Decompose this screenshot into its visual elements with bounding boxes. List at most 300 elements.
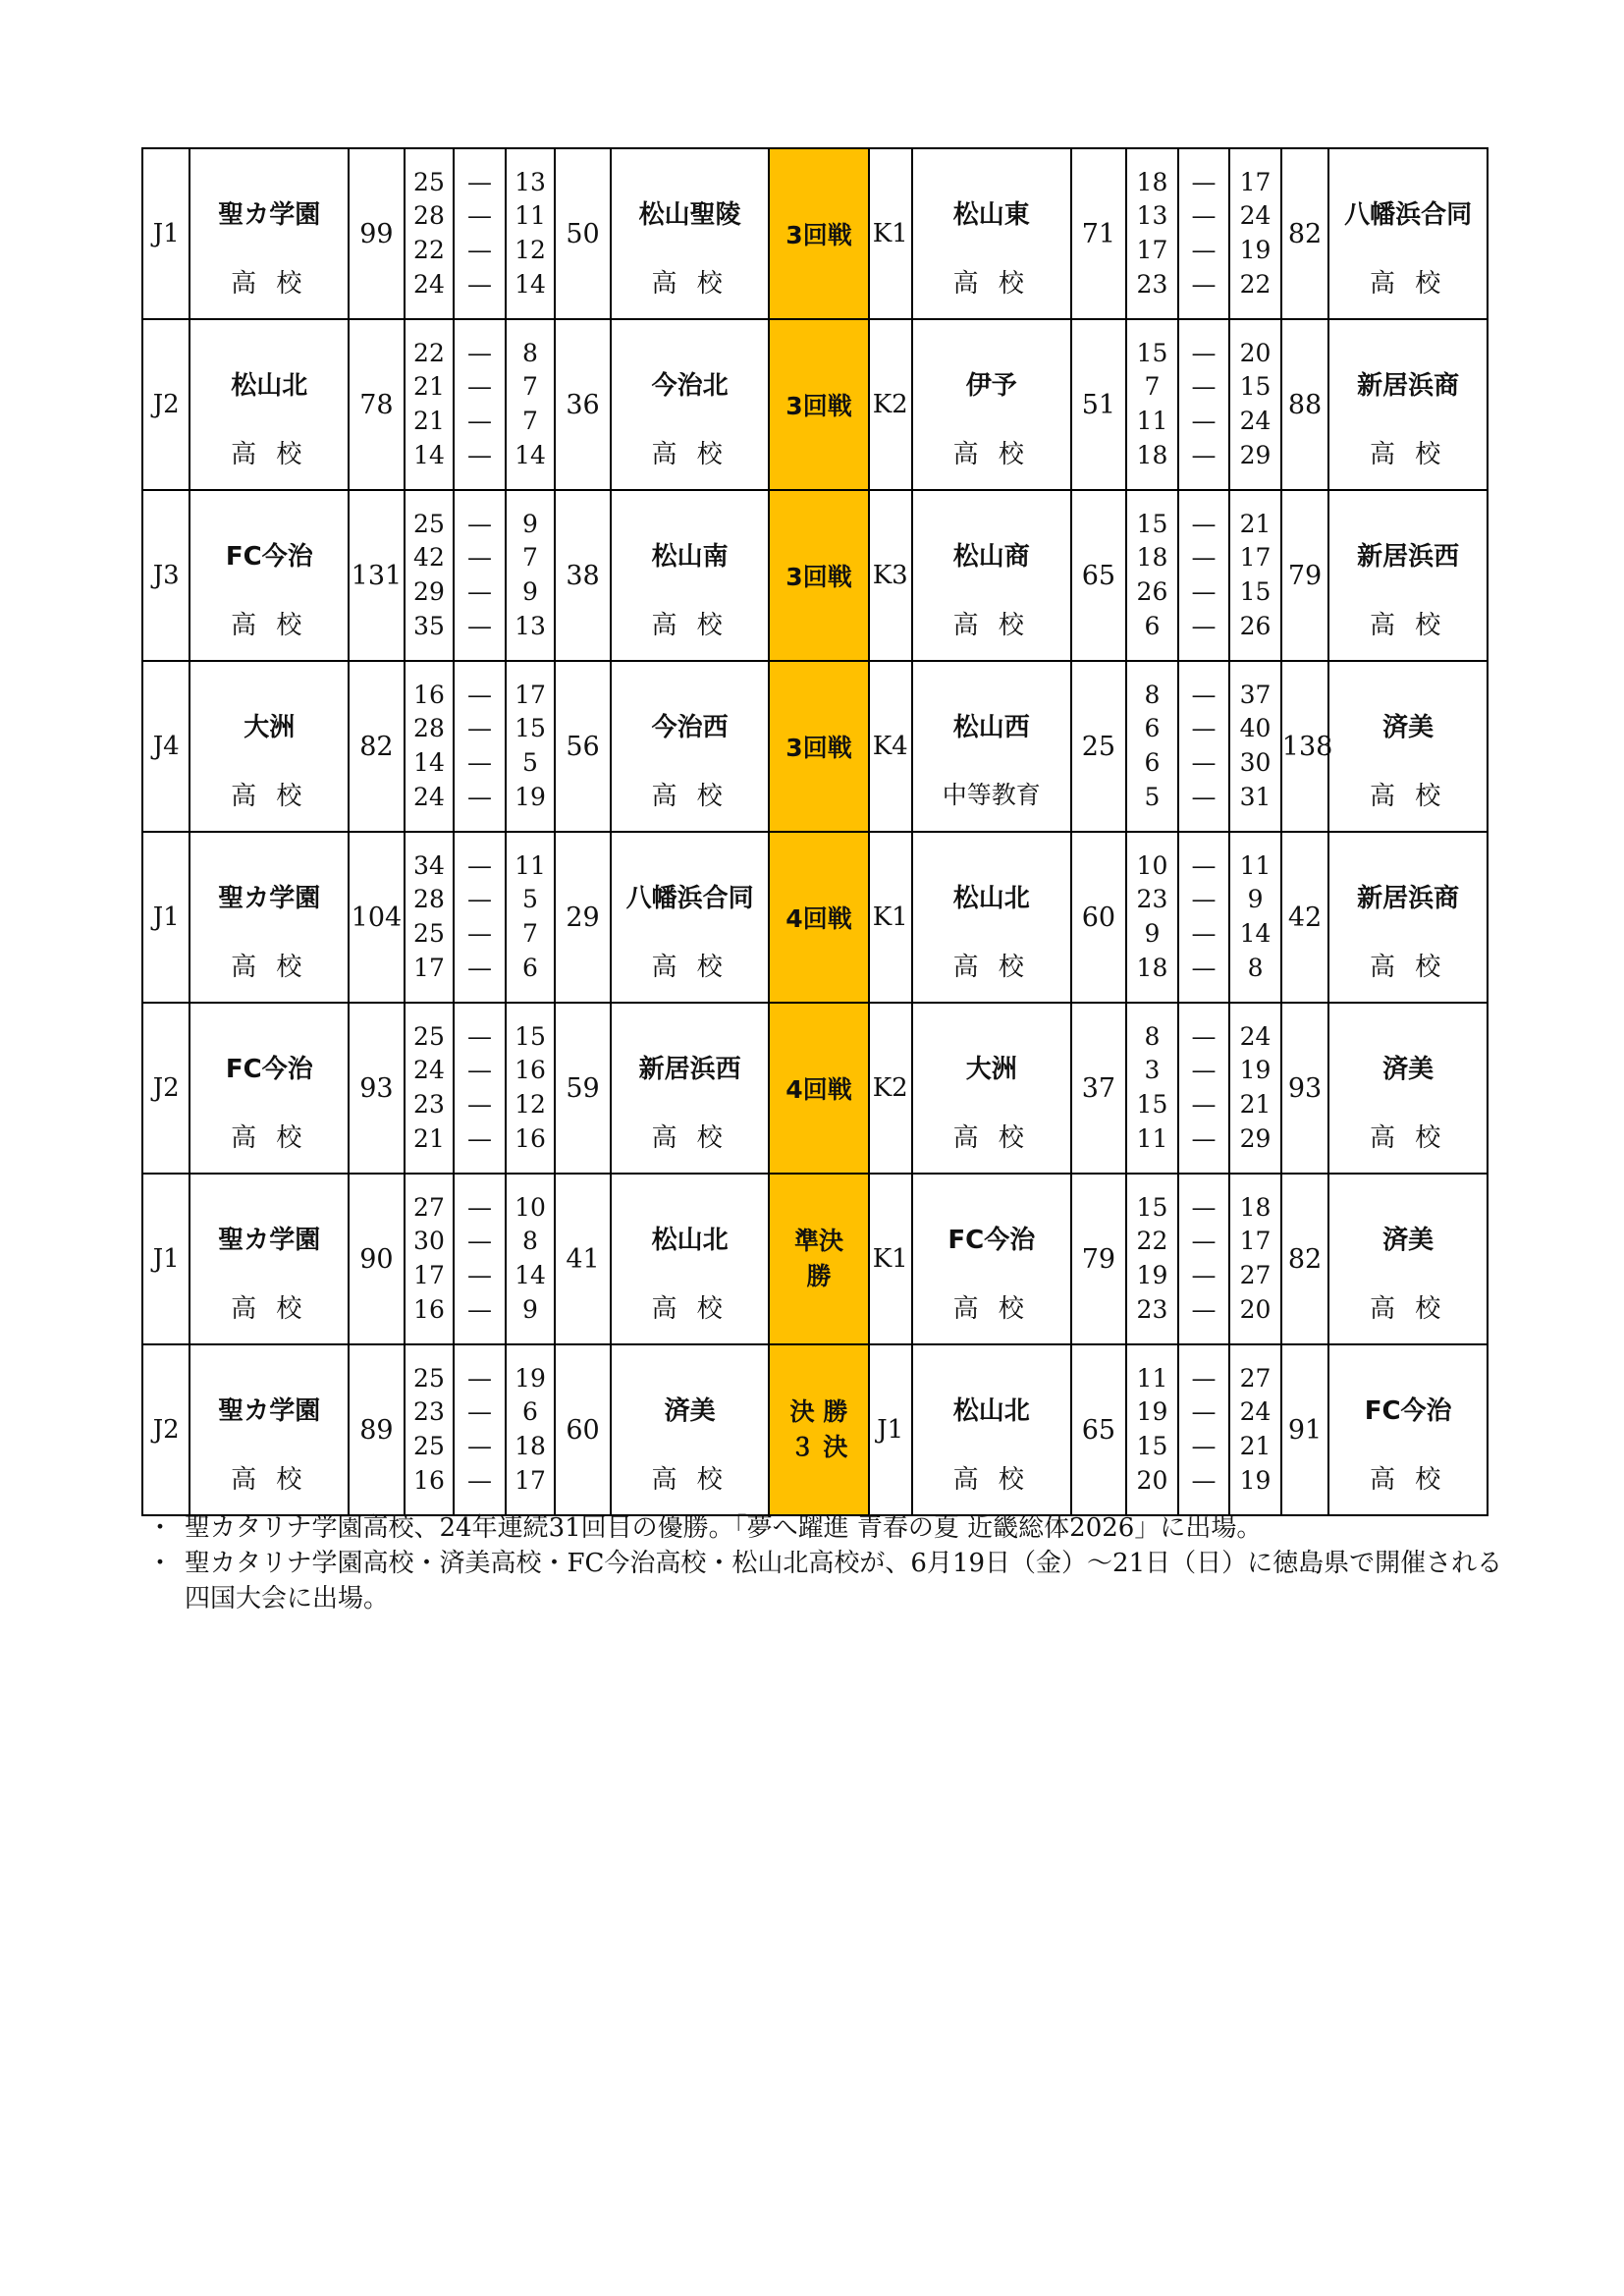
set-separator: — <box>1191 1056 1217 1085</box>
court-left <box>142 1174 189 1344</box>
team-right-box <box>913 491 1070 660</box>
set-score: 12 <box>514 236 546 264</box>
total-left <box>349 1003 405 1174</box>
set-separator: — <box>466 850 492 880</box>
sets-far <box>1229 319 1281 490</box>
team-far <box>1328 661 1488 832</box>
total-far <box>1281 1174 1328 1344</box>
total-score: 82 <box>1287 218 1323 249</box>
school-name: FC今治 <box>225 1055 313 1084</box>
set-score: 17 <box>1136 236 1168 264</box>
note-bullet: ・ <box>147 1549 174 1578</box>
set-separator: — <box>466 1056 492 1085</box>
set-separator: — <box>466 1123 492 1153</box>
court-right <box>869 1174 912 1344</box>
team-far-box <box>1329 662 1487 831</box>
team-mid-box <box>612 833 769 1002</box>
school-name: 聖カ学園 <box>218 1226 321 1255</box>
school-type: 高 校 <box>231 269 308 299</box>
team-right <box>912 661 1071 832</box>
court-label: J1 <box>877 1415 904 1445</box>
school-name: 松山北 <box>651 1226 729 1255</box>
set-score: 10 <box>1136 850 1168 880</box>
team-right-box <box>913 1345 1070 1514</box>
set-score: 29 <box>1239 440 1272 469</box>
total-left <box>349 148 405 319</box>
set-score: 21 <box>413 407 445 435</box>
sets-mid <box>506 1344 556 1515</box>
sets-left <box>405 319 455 490</box>
school-name: 済美 <box>1382 1055 1435 1084</box>
match-row <box>142 661 1488 832</box>
team-right <box>912 1174 1071 1344</box>
team-right-box <box>913 320 1070 489</box>
set-separator: — <box>1191 680 1217 709</box>
school-name: 伊予 <box>965 371 1017 401</box>
set-separator: — <box>1191 1465 1217 1495</box>
sets-left <box>405 1344 455 1515</box>
team-far <box>1328 1003 1488 1174</box>
set-score: 9 <box>1144 919 1161 948</box>
team-mid <box>611 832 770 1003</box>
set-separator: — <box>466 1363 492 1393</box>
school-type: 高 校 <box>651 1465 729 1495</box>
team-left <box>189 319 349 490</box>
set-score: 23 <box>1136 1294 1168 1324</box>
set-score: 28 <box>413 201 445 231</box>
round-text: 4回戦 <box>785 904 852 933</box>
total-mid <box>555 1003 611 1174</box>
set-separator: — <box>1191 201 1217 231</box>
court-right <box>869 319 912 490</box>
court-label: J2 <box>152 1073 180 1103</box>
court-label: J3 <box>152 561 180 590</box>
team-far <box>1328 319 1488 490</box>
total-score: 29 <box>566 902 600 933</box>
set-separator: — <box>1191 1397 1217 1427</box>
school-name: 松山聖陵 <box>638 200 741 230</box>
total-far <box>1281 490 1328 661</box>
set-separator: — <box>1191 953 1217 982</box>
court-label: K2 <box>872 390 908 419</box>
team-mid <box>611 1344 770 1515</box>
set-score: 24 <box>1239 1397 1272 1427</box>
sets-far <box>1229 490 1281 661</box>
set-score: 18 <box>1136 440 1168 469</box>
team-mid <box>611 1174 770 1344</box>
set-score: 22 <box>1136 1227 1168 1256</box>
set-score: 21 <box>1239 1432 1272 1460</box>
set-separator: — <box>466 338 492 367</box>
school-type: 高 校 <box>231 953 308 982</box>
round-text: 4回戦 <box>785 1075 852 1104</box>
set-score: 11 <box>514 201 546 231</box>
set-score: 14 <box>514 440 546 469</box>
court-right <box>869 661 912 832</box>
team-mid <box>611 148 770 319</box>
total-score: 65 <box>1081 1414 1116 1446</box>
set-score: 18 <box>514 1432 546 1460</box>
set-score: 20 <box>1239 338 1272 367</box>
sets-right <box>1126 319 1178 490</box>
sets-far <box>1229 832 1281 1003</box>
set-score: 15 <box>514 1021 546 1051</box>
set-score: 11 <box>514 850 546 880</box>
set-score: 23 <box>1136 269 1168 299</box>
set-score: 7 <box>522 543 538 573</box>
set-score: 23 <box>1136 885 1168 914</box>
team-mid-box <box>612 1345 769 1514</box>
total-left <box>349 832 405 1003</box>
set-score: 7 <box>522 407 538 435</box>
sets-far <box>1229 661 1281 832</box>
set-separator: — <box>1191 885 1217 914</box>
set-score: 34 <box>413 850 445 880</box>
school-type: 高 校 <box>651 953 729 982</box>
round-label <box>769 1174 868 1344</box>
school-name: 聖カ学園 <box>218 200 321 230</box>
total-score: 82 <box>359 731 394 762</box>
total-mid <box>555 490 611 661</box>
school-type: 高 校 <box>952 611 1030 640</box>
set-score: 18 <box>1136 167 1168 196</box>
set-score: 19 <box>1239 1056 1272 1085</box>
sets-left <box>405 1174 455 1344</box>
set-separator: — <box>466 953 492 982</box>
set-separator: — <box>466 1261 492 1289</box>
school-type: 高 校 <box>1370 269 1447 299</box>
school-name: 新居浜西 <box>638 1055 741 1084</box>
school-name: 今治西 <box>651 713 729 742</box>
set-separator: — <box>466 714 492 743</box>
team-left-box <box>190 833 348 1002</box>
team-right-box <box>913 149 1070 318</box>
sets-mid <box>506 832 556 1003</box>
team-mid-box <box>612 1004 769 1173</box>
set-score: 13 <box>1136 201 1168 231</box>
total-score: 41 <box>566 1243 600 1275</box>
court-left <box>142 490 189 661</box>
set-score: 13 <box>514 611 546 640</box>
total-far <box>1281 832 1328 1003</box>
set-separator: — <box>1191 1021 1217 1051</box>
set-score: 15 <box>1136 1090 1168 1119</box>
set-score: 15 <box>1239 372 1272 402</box>
set-separator: — <box>466 1192 492 1222</box>
set-score: 6 <box>1144 611 1161 640</box>
set-score: 28 <box>413 714 445 743</box>
school-type: 高 校 <box>952 1294 1030 1324</box>
set-separator: — <box>466 1090 492 1119</box>
set-score: 19 <box>514 1363 546 1393</box>
set-separator: — <box>466 1227 492 1256</box>
total-far <box>1281 319 1328 490</box>
set-score: 25 <box>413 509 445 538</box>
match-row <box>142 1003 1488 1174</box>
total-score: 42 <box>1287 902 1323 933</box>
team-left <box>189 1344 349 1515</box>
set-score: 40 <box>1239 714 1272 743</box>
court-label: K1 <box>872 902 908 932</box>
dash-right <box>1178 661 1230 832</box>
team-right-box <box>913 1004 1070 1173</box>
set-score: 20 <box>1239 1294 1272 1324</box>
dash-left <box>454 1003 506 1174</box>
team-far <box>1328 1174 1488 1344</box>
total-score: 90 <box>359 1243 394 1275</box>
set-score: 11 <box>1136 407 1168 435</box>
total-score: 99 <box>359 218 394 249</box>
set-separator: — <box>466 1397 492 1427</box>
set-score: 14 <box>1239 919 1272 948</box>
dash-left <box>454 319 506 490</box>
match-row <box>142 490 1488 661</box>
match-row <box>142 148 1488 319</box>
school-name: 新居浜商 <box>1357 884 1460 913</box>
set-score: 15 <box>1136 509 1168 538</box>
set-score: 17 <box>1239 543 1272 573</box>
team-left-box <box>190 1175 348 1343</box>
set-score: 23 <box>413 1090 445 1119</box>
sets-right <box>1126 1003 1178 1174</box>
set-separator: — <box>466 782 492 811</box>
set-score: 12 <box>514 1090 546 1119</box>
set-score: 24 <box>413 782 445 811</box>
set-score: 17 <box>1239 167 1272 196</box>
set-score: 24 <box>1239 1021 1272 1051</box>
school-name: 松山西 <box>952 713 1030 742</box>
school-name: 松山商 <box>952 542 1030 572</box>
team-right <box>912 832 1071 1003</box>
set-score: 29 <box>1239 1123 1272 1153</box>
sets-mid <box>506 148 556 319</box>
set-score: 7 <box>522 919 538 948</box>
team-far-box <box>1329 1175 1487 1343</box>
total-score: 50 <box>566 218 600 249</box>
total-score: 38 <box>566 560 600 591</box>
dash-right <box>1178 832 1230 1003</box>
set-separator: — <box>466 1021 492 1051</box>
set-score: 22 <box>413 236 445 264</box>
team-right <box>912 319 1071 490</box>
set-score: 35 <box>413 611 445 640</box>
set-score: 15 <box>1136 338 1168 367</box>
total-right <box>1071 1003 1127 1174</box>
total-score: 65 <box>1081 560 1116 591</box>
total-right <box>1071 148 1127 319</box>
set-score: 29 <box>413 577 445 606</box>
set-score: 27 <box>1239 1363 1272 1393</box>
school-name: 松山東 <box>952 200 1030 230</box>
note-item <box>147 1546 1522 1616</box>
set-separator: — <box>1191 748 1217 777</box>
set-separator: — <box>466 269 492 299</box>
total-right <box>1071 661 1127 832</box>
set-score: 42 <box>413 543 445 573</box>
note-item <box>147 1510 1522 1546</box>
set-score: 17 <box>514 1465 546 1495</box>
round-label <box>769 832 868 1003</box>
total-score: 78 <box>359 389 394 420</box>
school-type: 高 校 <box>1370 440 1447 469</box>
court-label: J1 <box>152 219 180 248</box>
court-left <box>142 832 189 1003</box>
dash-left <box>454 490 506 661</box>
round-label <box>769 490 868 661</box>
court-left <box>142 661 189 832</box>
dash-right <box>1178 319 1230 490</box>
dash-left <box>454 661 506 832</box>
total-score: 25 <box>1081 731 1116 762</box>
round-label <box>769 148 868 319</box>
set-separator: — <box>1191 1432 1217 1460</box>
sets-right <box>1126 1344 1178 1515</box>
court-right <box>869 490 912 661</box>
school-name: 済美 <box>1382 713 1435 742</box>
total-mid <box>555 1344 611 1515</box>
team-far <box>1328 490 1488 661</box>
total-score: 60 <box>1081 902 1116 933</box>
dash-right <box>1178 148 1230 319</box>
school-name: 済美 <box>1382 1226 1435 1255</box>
school-name: 新居浜西 <box>1357 542 1460 572</box>
court-label: K1 <box>872 219 908 248</box>
total-score: 36 <box>566 389 600 420</box>
team-left-box <box>190 1004 348 1173</box>
set-score: 27 <box>413 1192 445 1222</box>
school-type: 高 校 <box>952 1123 1030 1153</box>
note-text: 聖カタリナ学園高校・済美高校・FC今治高校・松山北高校が、6月19日（金）～21日（日）に徳島県で開催される四国大会に出場。 <box>185 1549 1503 1613</box>
set-separator: — <box>1191 372 1217 402</box>
set-score: 20 <box>1136 1465 1168 1495</box>
set-separator: — <box>1191 509 1217 538</box>
set-score: 26 <box>1136 577 1168 606</box>
school-type: 高 校 <box>952 440 1030 469</box>
set-separator: — <box>1191 1363 1217 1393</box>
set-score: 14 <box>514 1261 546 1289</box>
set-score: 7 <box>1144 372 1161 402</box>
total-score: 79 <box>1287 560 1323 591</box>
team-right-box <box>913 833 1070 1002</box>
set-score: 16 <box>413 680 445 709</box>
court-label: J1 <box>152 1244 180 1274</box>
set-separator: — <box>466 440 492 469</box>
team-far-box <box>1329 491 1487 660</box>
set-separator: — <box>1191 919 1217 948</box>
set-score: 8 <box>1247 953 1264 982</box>
total-left <box>349 661 405 832</box>
set-score: 14 <box>413 440 445 469</box>
court-label: J2 <box>152 1415 180 1445</box>
set-score: 5 <box>522 885 538 914</box>
team-mid-box <box>612 491 769 660</box>
round-text: 準決 <box>793 1227 843 1255</box>
team-right-box <box>913 1175 1070 1343</box>
set-score: 24 <box>1239 201 1272 231</box>
set-score: 27 <box>1239 1261 1272 1289</box>
set-separator: — <box>1191 236 1217 264</box>
team-left <box>189 661 349 832</box>
set-score: 6 <box>1144 748 1161 777</box>
total-left <box>349 1174 405 1344</box>
court-label: K1 <box>872 1244 908 1274</box>
school-type: 高 校 <box>231 1465 308 1495</box>
set-separator: — <box>1191 269 1217 299</box>
set-separator: — <box>1191 338 1217 367</box>
team-left-box <box>190 320 348 489</box>
school-type: 高 校 <box>1370 1123 1447 1153</box>
team-left <box>189 1003 349 1174</box>
court-label: J1 <box>152 902 180 932</box>
team-mid <box>611 661 770 832</box>
sets-mid <box>506 1003 556 1174</box>
school-type: 高 校 <box>651 440 729 469</box>
set-score: 9 <box>522 1294 538 1324</box>
set-score: 21 <box>1239 509 1272 538</box>
set-score: 8 <box>1144 1021 1161 1051</box>
court-right <box>869 148 912 319</box>
set-separator: — <box>1191 782 1217 811</box>
school-type: 高 校 <box>651 611 729 640</box>
school-type: 高 校 <box>651 782 729 811</box>
round-text: 勝 <box>806 1262 832 1290</box>
total-far <box>1281 148 1328 319</box>
court-label: J2 <box>152 390 180 419</box>
school-name: FC今治 <box>225 542 313 572</box>
court-left <box>142 1003 189 1174</box>
total-mid <box>555 1174 611 1344</box>
match-row <box>142 1344 1488 1515</box>
total-far <box>1281 1344 1328 1515</box>
set-score: 6 <box>522 1397 538 1427</box>
set-score: 24 <box>413 269 445 299</box>
dash-right <box>1178 1344 1230 1515</box>
set-score: 11 <box>1136 1123 1168 1153</box>
sets-mid <box>506 490 556 661</box>
team-mid-box <box>612 320 769 489</box>
set-separator: — <box>1191 850 1217 880</box>
set-separator: — <box>466 201 492 231</box>
set-score: 17 <box>413 953 445 982</box>
team-far-box <box>1329 1345 1487 1514</box>
set-score: 6 <box>1144 714 1161 743</box>
total-right <box>1071 1174 1127 1344</box>
set-score: 23 <box>413 1397 445 1427</box>
court-right <box>869 832 912 1003</box>
court-right <box>869 1003 912 1174</box>
team-right <box>912 490 1071 661</box>
set-score: 11 <box>1136 1363 1168 1393</box>
total-score: 88 <box>1287 389 1323 420</box>
set-separator: — <box>466 509 492 538</box>
dash-right <box>1178 1174 1230 1344</box>
total-score: 104 <box>351 902 403 933</box>
set-score: 31 <box>1239 782 1272 811</box>
sets-left <box>405 148 455 319</box>
set-separator: — <box>466 680 492 709</box>
match-row <box>142 1174 1488 1344</box>
team-mid-box <box>612 662 769 831</box>
set-score: 6 <box>522 953 538 982</box>
total-score: 138 <box>1281 731 1333 762</box>
set-score: 37 <box>1239 680 1272 709</box>
round-text: 3回戦 <box>785 221 852 249</box>
set-separator: — <box>1191 440 1217 469</box>
team-mid <box>611 319 770 490</box>
court-left <box>142 1344 189 1515</box>
team-left-box <box>190 149 348 318</box>
set-score: 25 <box>413 167 445 196</box>
